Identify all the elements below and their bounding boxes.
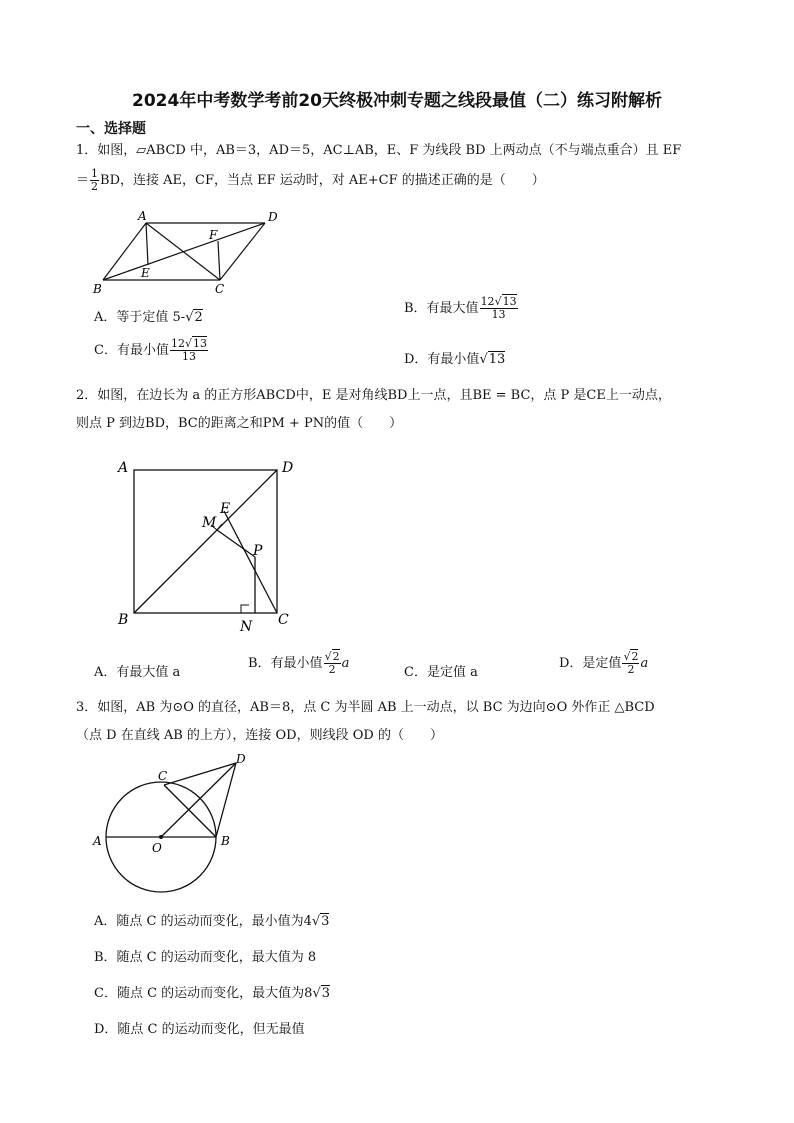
point-label-b: B [221,834,230,848]
radicand: 2 [332,650,340,663]
option-label: D．随点 C 的运动而变化，但无最值 [94,1022,305,1037]
point-label-f: F [209,228,218,242]
point-label-d: D [236,752,246,766]
question-text: 如图，AB 为⊙O 的直径，AB＝8，点 C 为半圆 AB 上一动点，以 BC 为边向⊙O 外作正 △BCD [97,700,655,715]
point-label-e: E [220,501,231,517]
option-label: B．有最大值 [404,301,479,316]
point-label-a: A [93,834,102,848]
fraction-denominator: 2 [91,180,99,193]
parallelogram-figure [88,208,288,300]
point-label-m: M [202,515,217,531]
point-label-b: B [118,612,129,628]
circle-figure [88,750,263,900]
question-text: 如图，在边长为 a 的正方形ABCD中，E 是对角线BD上一点，且BE = BC，点 P 是CE上一动点， [97,388,671,403]
fraction [90,168,99,193]
fraction-denominator: 13 [491,308,506,321]
question-2-text [76,382,721,438]
option-c[interactable] [404,661,478,680]
fraction-numerator: 12 [170,337,185,350]
point-label-p: P [253,543,263,559]
option-label: A．随点 C 的运动而变化，最小值为4 [94,914,312,929]
option-a[interactable]: A．随点 C 的运动而变化，最小值为4√3 [94,914,330,929]
option-c[interactable] [94,338,209,363]
variable: a [640,656,649,671]
question-text: ＝ [76,173,90,188]
radicand: 3 [321,914,330,929]
fraction-denominator: 2 [328,663,336,676]
option-b[interactable] [248,651,349,676]
radicand: 3 [321,986,331,1001]
fraction-denominator: 2 [627,663,635,676]
option-b[interactable] [94,946,316,965]
option-d[interactable]: D．有最小值√13 [404,352,506,367]
option-label: C．随点 C 的运动而变化，最大值为8 [94,986,313,1001]
option-c[interactable]: C．随点 C 的运动而变化，最大值为8√3 [94,986,331,1001]
radicand: 2 [194,310,203,325]
fraction-denominator: 13 [181,350,196,363]
question-text: BD，连接 AE，CF，当点 EF 运动时，对 AE+CF 的描述正确的是（ ） [100,173,545,188]
fraction: $\frac{12√13}{13}$ [480,295,517,321]
variable: a [341,656,350,671]
question-text: 如图，▱ABCD 中，AB＝3，AD＝5，AC⊥AB，E、F 为线段 BD 上两动点（不与端点重合）且 EF [97,143,682,158]
fraction-numerator: 12 [480,295,495,308]
question-text: 则点 P 到边BD，BC的距离之和PM + PN的值（ ） [76,416,403,431]
option-d[interactable] [94,1018,305,1037]
option-label: B．随点 C 的运动而变化，最大值为 8 [94,950,317,965]
question-1-text [76,140,721,193]
question-number: 3． [76,700,98,715]
square-figure [110,455,310,640]
question-3-text [76,694,721,750]
radicand: 13 [502,295,517,308]
point-label-a: A [138,209,147,223]
point-label-e: E [141,266,150,280]
point-label-o: O [152,841,162,855]
point-label-c: C [215,282,225,296]
fraction: $\frac{√2}{2}$ [623,650,639,676]
point-label-d: D [282,460,294,476]
question-text: （点 D 在直线 AB 的上方），连接 OD，则线段 OD 的（ ） [76,728,443,743]
option-d[interactable] [559,651,648,676]
point-label-c: C [158,769,168,783]
fraction: $\frac{12√13}{13}$ [170,337,207,363]
radicand: 13 [192,337,207,350]
radicand: 13 [488,352,506,367]
option-label: B．有最小值 [248,656,323,671]
option-label: C．是定值 a [404,665,478,680]
option-label: D．有最小值 [404,352,480,367]
option-b[interactable] [404,296,519,321]
point-label-a: A [118,460,129,476]
radicand: 2 [631,650,639,663]
fraction: $\frac{√2}{2}$ [324,650,340,676]
page-title: 2024年中考数学考前20天终极冲刺专题之线段最值（二）练习附解析 [132,91,662,111]
option-label: D．是定值 [559,656,622,671]
point-label-d: D [268,210,278,224]
fraction-numerator: 1 [91,167,99,180]
point-label-c: C [278,612,289,628]
option-label: A．等于定值 5- [94,310,186,325]
option-label: A．有最大值 a [94,665,181,680]
section-heading: 一、选择题 [76,121,146,137]
question-number: 1． [76,143,98,158]
question-number: 2． [76,388,98,403]
option-label: C．有最小值 [94,343,169,358]
point-label-n: N [240,619,253,635]
option-a[interactable]: A．等于定值 5-√2 [94,310,203,325]
point-label-b: B [93,282,102,296]
option-a[interactable] [94,661,180,680]
